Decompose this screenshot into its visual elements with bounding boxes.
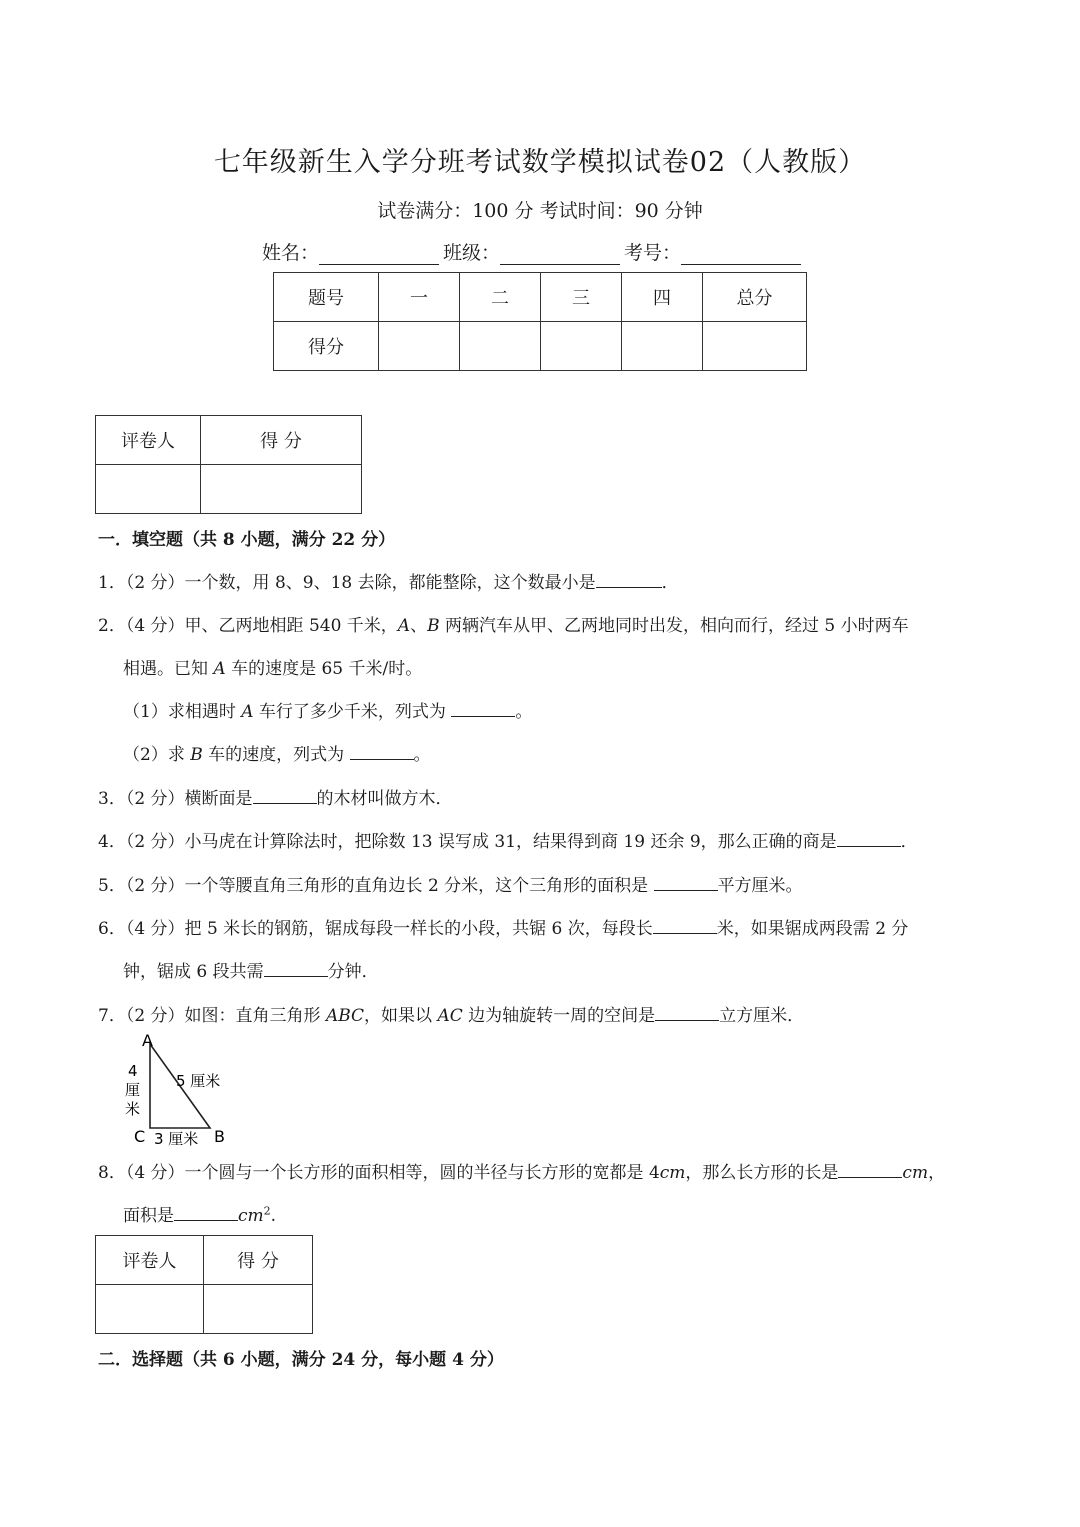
question-5 [98, 871, 803, 896]
header-cell: 二 [460, 273, 541, 322]
question-text: 。 [413, 745, 431, 765]
score-table [273, 272, 807, 371]
score-cell[interactable] [541, 322, 622, 371]
question-2-line-2 [123, 654, 422, 679]
header-cell: 总分 [703, 273, 807, 322]
score-cell[interactable] [622, 322, 703, 371]
answer-blank[interactable] [653, 917, 717, 934]
vertex-b-label: B [214, 1127, 225, 1146]
score-cell[interactable] [460, 322, 541, 371]
grader-score-label: 得 分 [204, 1236, 313, 1285]
answer-blank[interactable] [451, 700, 515, 717]
question-text: （1）求相遇时 [123, 702, 242, 722]
answer-blank[interactable] [264, 960, 328, 977]
grader-score-cell[interactable] [204, 1285, 313, 1334]
header-cell: 四 [622, 273, 703, 322]
question-text: 立方厘米． [719, 1006, 805, 1026]
triangle-figure [110, 1030, 250, 1150]
question-text: 车的速度，列式为 [202, 745, 350, 765]
grader-score-label: 得 分 [201, 416, 362, 465]
grader-cell[interactable] [96, 465, 201, 514]
question-8-line-1 [98, 1158, 945, 1183]
question-1 [98, 568, 679, 593]
question-text: ， [928, 1163, 946, 1183]
question-text: （2）求 [123, 745, 191, 765]
answer-blank[interactable] [837, 830, 901, 847]
section-1-heading: 一．填空题（共 8 小题，满分 22 分） [98, 530, 396, 550]
question-text: 2．（4 分）甲、乙两地相距 540 千米， [98, 616, 398, 636]
grader-label: 评卷人 [96, 1236, 204, 1285]
variable: B [427, 616, 440, 636]
question-3 [98, 784, 453, 809]
name-field[interactable] [319, 244, 439, 265]
question-8-line-2 [123, 1201, 276, 1226]
question-text: 7．（2 分）如图：直角三角形 [98, 1006, 326, 1026]
question-text: 两辆汽车从甲、乙两地同时出发，相向而行，经过 5 小时两车 [439, 616, 909, 636]
grader-label: 评卷人 [96, 416, 201, 465]
question-text: 、 [410, 616, 428, 636]
vertex-a-label: A [142, 1031, 153, 1050]
question-text: 钟，锯成 6 段共需 [123, 962, 264, 982]
grader-table-2 [95, 1235, 313, 1334]
class-field[interactable] [500, 244, 620, 265]
base-label: 3 厘米 [154, 1130, 199, 1148]
question-text: 分钟． [327, 962, 379, 982]
question-text: ，如果以 [364, 1006, 438, 1026]
question-text: 3．（2 分）横断面是 [98, 789, 253, 809]
hypotenuse-label: 5 厘米 [176, 1072, 221, 1090]
left-side-unit-1: 厘 [125, 1081, 141, 1099]
id-label: 考号： [624, 242, 682, 264]
answer-blank[interactable] [655, 1004, 719, 1021]
class-label: 班级： [443, 242, 501, 264]
score-table-score-row [274, 322, 807, 371]
answer-blank[interactable] [253, 787, 317, 804]
header-cell: 一 [379, 273, 460, 322]
question-text: 相遇。已知 [123, 659, 214, 679]
variable: A [397, 616, 411, 636]
unit: cm [902, 1163, 929, 1183]
score-row-label: 得分 [274, 322, 379, 371]
question-6-line-1 [98, 914, 908, 939]
question-text: ． [661, 573, 679, 593]
answer-blank[interactable] [838, 1161, 902, 1178]
exam-subtitle: 试卷满分：100 分 考试时间：90 分钟 [377, 200, 703, 222]
question-text: 面积是 [123, 1206, 174, 1226]
left-side-unit-2: 米 [125, 1100, 141, 1118]
question-text: 平方厘米。 [717, 876, 803, 896]
grader-table-1 [95, 415, 362, 514]
id-field[interactable] [681, 244, 801, 265]
question-text: 车行了多少千米，列式为 [253, 702, 452, 722]
question-text: 5．（2 分）一个等腰直角三角形的直角边长 2 分米，这个三角形的面积是 [98, 876, 654, 896]
answer-blank[interactable] [654, 874, 718, 891]
vertex-c-label: C [134, 1127, 146, 1146]
question-2-line-1 [98, 611, 909, 636]
grader-score-cell[interactable] [201, 465, 362, 514]
variable: AC [437, 1006, 463, 1026]
section-2-heading: 二．选择题（共 6 小题，满分 24 分，每小题 4 分） [98, 1350, 504, 1370]
variable: A [241, 702, 254, 722]
question-text: ． [900, 832, 918, 852]
question-text: 8．（4 分）一个圆与一个长方形的面积相等，圆的半径与长方形的宽都是 4 [98, 1163, 660, 1183]
variable: B [190, 745, 203, 765]
answer-blank[interactable] [350, 743, 414, 760]
variable: A [213, 659, 226, 679]
variable: ABC [325, 1006, 365, 1026]
question-6-line-2 [123, 957, 379, 982]
question-text: 4．（2 分）小马虎在计算除法时，把除数 13 误写成 31，结果得到商 19 还余 9，那么正确的商是 [98, 832, 837, 852]
question-7 [98, 1001, 804, 1026]
question-text: 1．（2 分）一个数，用 8、9、18 去除，都能整除，这个数最小是 [98, 573, 596, 593]
question-4 [98, 827, 918, 852]
unit: cm [238, 1206, 264, 1226]
score-cell[interactable] [703, 322, 807, 371]
answer-blank[interactable] [596, 571, 662, 588]
question-text: 的木材叫做方木． [316, 789, 453, 809]
question-text: ，那么长方形的长是 [685, 1163, 839, 1183]
question-text: 。 [515, 702, 533, 722]
score-cell[interactable] [379, 322, 460, 371]
question-2-sub-2 [123, 740, 431, 765]
student-info-line [262, 238, 805, 265]
question-text: 边为轴旋转一周的空间是 [462, 1006, 656, 1026]
answer-blank[interactable] [174, 1204, 238, 1221]
header-cell: 三 [541, 273, 622, 322]
left-side-number: 4 [128, 1062, 138, 1080]
question-2-sub-1 [123, 697, 532, 722]
page-title: 七年级新生入学分班考试数学模拟试卷02（人教版） [213, 147, 867, 178]
question-text: . [270, 1206, 277, 1226]
unit: cm [659, 1163, 686, 1183]
grader-cell[interactable] [96, 1285, 204, 1334]
header-cell: 题号 [274, 273, 379, 322]
question-text: 米，如果锯成两段需 2 分 [716, 919, 909, 939]
question-text: 车的速度是 65 千米/时。 [225, 659, 423, 679]
superscript: 2 [263, 1204, 271, 1218]
question-text: 6．（4 分）把 5 米长的钢筋，锯成每段一样长的小段，共锯 6 次，每段长 [98, 919, 653, 939]
score-table-header-row [274, 273, 807, 322]
name-label: 姓名： [262, 242, 320, 264]
